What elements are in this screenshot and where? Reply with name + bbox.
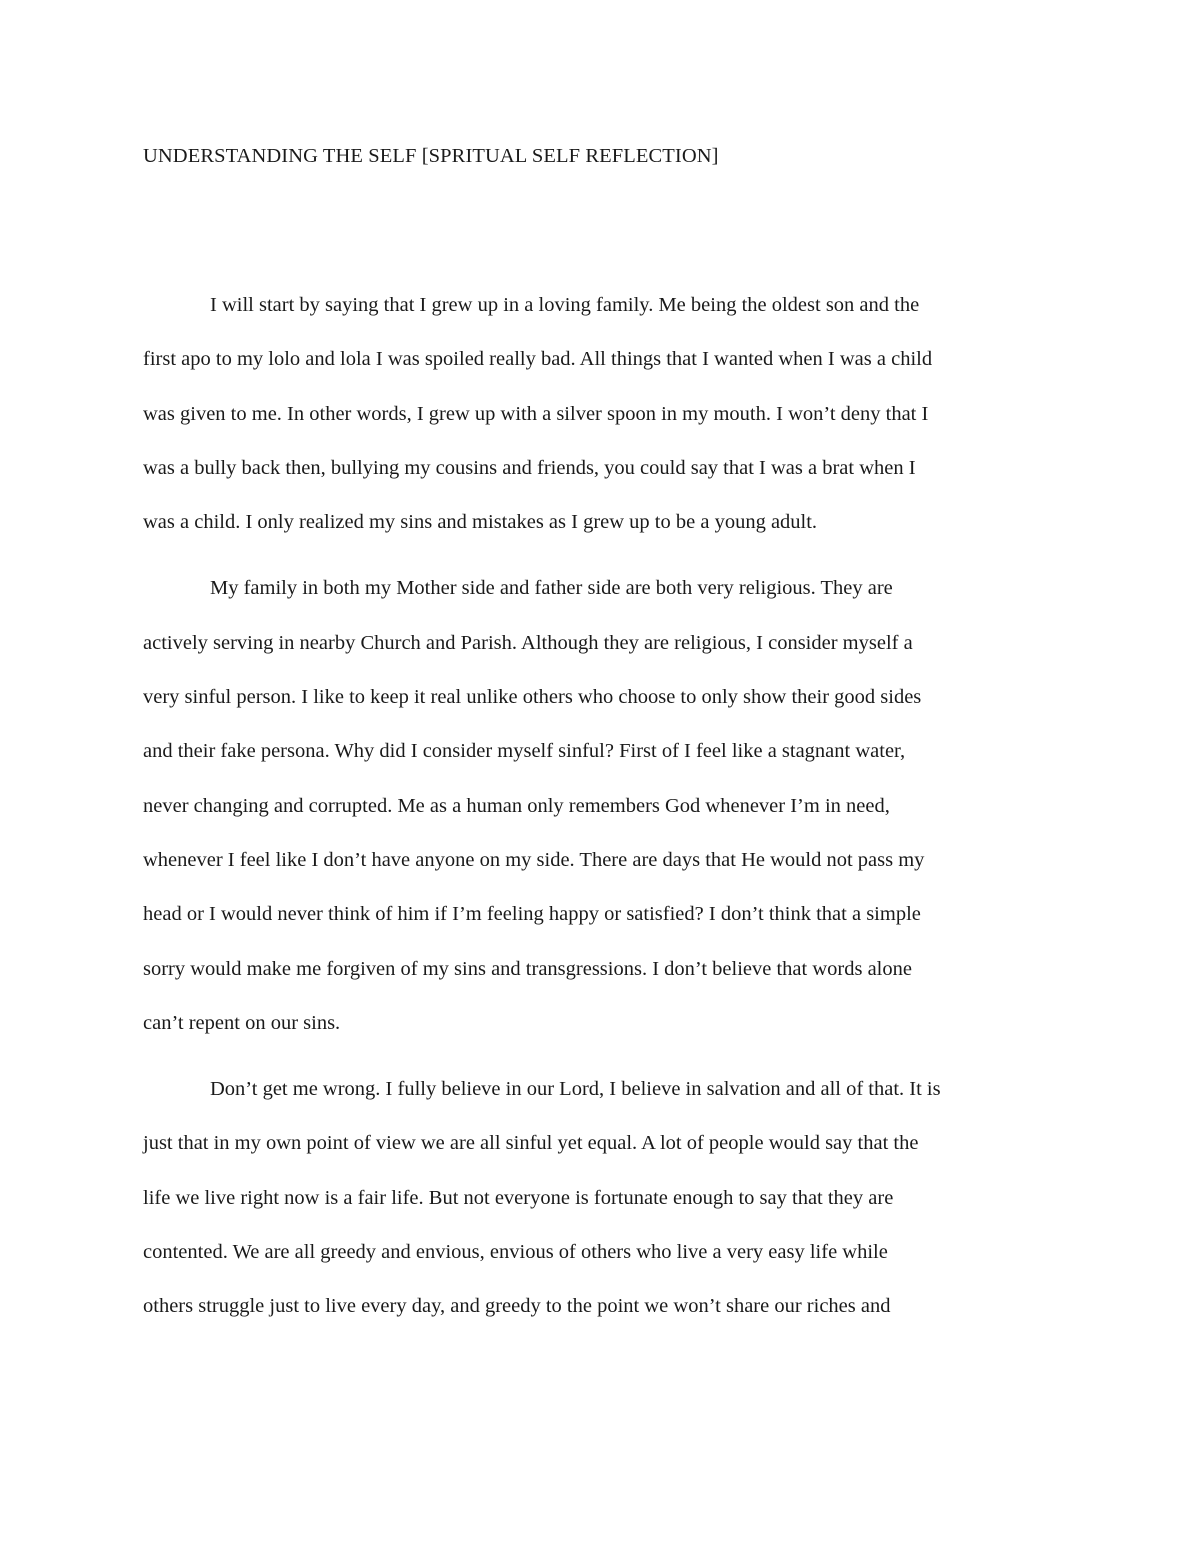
text-line: just that in my own point of view we are all sinful yet equal. A lot of people would say that the — [143, 1132, 919, 1155]
text-line: My family in both my Mother side and father side are both very religious. They are — [210, 577, 893, 600]
text-line: can’t repent on our sins. — [143, 1011, 341, 1034]
text-line: was a child. I only realized my sins and mistakes as I grew up to be a young adult. — [143, 511, 818, 534]
text-line: life we live right now is a fair life. But not everyone is fortunate enough to say that they are — [143, 1186, 894, 1209]
paragraph-3 — [143, 1062, 1058, 1333]
text-line: very sinful person. I like to keep it real unlike others who choose to only show their good sides — [143, 686, 922, 709]
document-title: UNDERSTANDING THE SELF [SPRITUAL SELF REFLECTION] — [143, 145, 719, 167]
text-line: was given to me. In other words, I grew up with a silver spoon in my mouth. I won’t deny that I — [143, 402, 929, 425]
text-line: whenever I feel like I don’t have anyone on my side. There are days that He would not pass my — [143, 848, 925, 871]
text-line: first apo to my lolo and lola I was spoiled really bad. All things that I wanted when I was a child — [143, 348, 933, 371]
text-line: Don’t get me wrong. I fully believe in our Lord, I believe in salvation and all of that. It is — [210, 1078, 941, 1101]
text-line: sorry would make me forgiven of my sins and transgressions. I don’t believe that words alone — [143, 957, 912, 980]
text-line: I will start by saying that I grew up in a loving family. Me being the oldest son and the — [210, 294, 920, 316]
text-line: never changing and corrupted. Me as a human only remembers God whenever I’m in need, — [143, 794, 890, 817]
text-line: others struggle just to live every day, and greedy to the point we won’t share our riches and — [143, 1295, 891, 1318]
text-line: was a bully back then, bullying my cousins and friends, you could say that I was a brat when I — [143, 456, 916, 479]
document-body — [143, 278, 1058, 1346]
text-line: actively serving in nearby Church and Parish. Although they are religious, I consider myself a — [143, 631, 913, 654]
paragraph-2 — [143, 561, 1058, 1050]
text-line: head or I would never think of him if I’m feeling happy or satisfied? I don’t think that a simple — [143, 903, 921, 926]
text-line: contented. We are all greedy and envious, envious of others who live a very easy life while — [143, 1241, 888, 1264]
paragraph-1 — [143, 278, 1058, 549]
text-line: and their fake persona. Why did I consider myself sinful? First of I feel like a stagnant water, — [143, 740, 906, 763]
